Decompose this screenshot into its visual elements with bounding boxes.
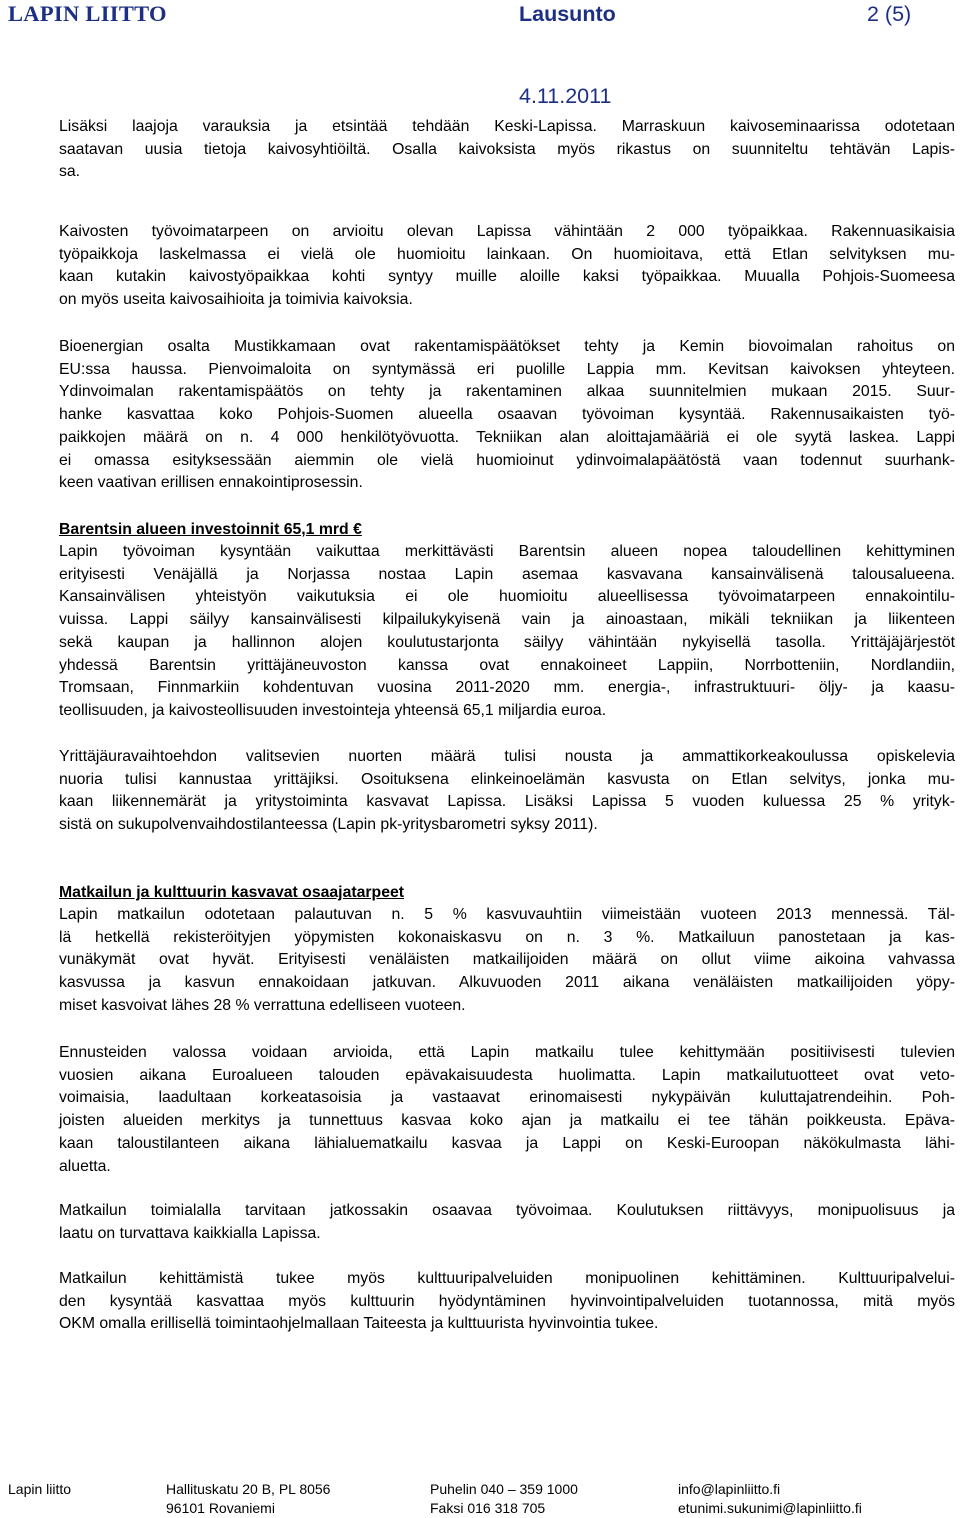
footer-email-general[interactable]: info@lapinliitto.fi bbox=[678, 1481, 781, 1497]
text-line: kaan taloustilanteen aikana lähialuematkailu kasvaa ja Lappi on Keski-Euroopan näkökulmasta lähi- bbox=[59, 1134, 955, 1152]
paragraph-tourism-growth bbox=[59, 904, 955, 1018]
text-line: aluetta. bbox=[59, 1157, 111, 1175]
footer-address-street: Hallituskatu 20 B, PL 8056 bbox=[166, 1481, 331, 1497]
text-line: Kaivosten työvoimatarpeen on arvioitu olevan Lapissa vähintään 2 000 työpaikkaa. Rakennuasikaisia bbox=[59, 223, 955, 240]
footer-address-postal: 96101 Rovaniemi bbox=[166, 1500, 275, 1516]
text-line: Lapin työvoiman kysyntään vaikuttaa merkittävästi Barentsin alueen nopea taloudellinen kehittyminen bbox=[59, 543, 955, 560]
text-line: keen vaativan erillisen ennakointiprosessin. bbox=[59, 474, 363, 492]
text-line: työpaikkoja laskelmassa ei vielä ole huomioitu lainkaan. On huomioitava, että Etlan selvityksen mu- bbox=[59, 245, 955, 263]
footer-organization: Lapin liitto bbox=[8, 1481, 72, 1497]
text-line: Ydinvoimalan rakentamispäätös on tehty ja rakentaminen alkaa suunnitelmien mukaan 2015. Suur- bbox=[59, 383, 955, 401]
section-heading-tourism: Matkailun ja kulttuurin kasvavat osaajatarpeet bbox=[59, 884, 405, 901]
text-line: ei omassa esityksessään aiemmin ole vielä huomioinut ydinvoimalapäätöstä vaan todennut suurhank- bbox=[59, 451, 955, 469]
footer-email-personal[interactable]: etunimi.sukunimi@lapinliitto.fi bbox=[678, 1500, 862, 1516]
text-line: lä hetkellä rekisteröityjen yöpymisten kokonaiskasvu on n. 3 %. Matkailuun panostetaan ja kas- bbox=[59, 928, 955, 946]
text-line: vunäkymät ovat hyvät. Erityisesti venäläisten matkailijoiden määrä on ollut viime aikoina vahvassa bbox=[59, 951, 955, 969]
footer-phone: Puhelin 040 – 359 1000 bbox=[430, 1481, 578, 1497]
page-number: 2 (5) bbox=[867, 2, 912, 26]
text-line: paikkojen määrä on n. 4 000 henkilötyövuotta. Tekniikan alan aloittajamääriä ei ole syytä laskea. Lappi bbox=[59, 428, 955, 446]
organization-name: LAPIN LIITTO bbox=[8, 1, 167, 26]
text-line: laatu on turvattava kaikkialla Lapissa. bbox=[59, 1224, 321, 1242]
paragraph-mining-jobs bbox=[59, 221, 955, 312]
text-line: on myös useita kaivosaihioita ja toimivia kaivoksia. bbox=[59, 291, 413, 309]
paragraph-tourism-forecast bbox=[59, 1042, 955, 1178]
text-line: joisten alueiden merkitys ja tunnettuus kasvaa koko ajan ja matkailu ei tee tähän poikkeusta. Epävа- bbox=[59, 1112, 955, 1130]
text-line: EU:ssa haussa. Pienvoimaloita on syntymässä eri puolille Lappia mm. Kevitsan kaivoksen yhteyteen. bbox=[59, 360, 955, 378]
text-line: OKM omalla erillisellä toimintaohjelmallaan Taiteesta ja kulttuurista hyvinvointia tukee. bbox=[59, 1315, 659, 1333]
text-line: saatavan uusia tietoja kaivosyhtiöiltä. Osalla kaivoksista myös rikastus on suunniteltu tehtävän Lapis- bbox=[59, 140, 955, 158]
text-line: Lisäksi laajoja varauksia ja etsintää tehdään Keski-Lapissa. Marraskuun kaivoseminaarissa odotetaan bbox=[59, 118, 955, 135]
paragraph-culture bbox=[59, 1268, 955, 1336]
text-line: yhdessä Barentsin yrittäjäneuvoston kanssa ovat ennakoineet Lappiin, Norrbotteniin, Nordlandiin, bbox=[59, 656, 955, 674]
text-line: miset kasvoivat lähes 28 % verrattuna edelliseen vuoteen. bbox=[59, 996, 466, 1014]
text-line: kaan kutakin kaivostyöpaikkaa kohti syntyy muille aloille kaksi työpaikkaa. Muualla Pohjois-Suomeesa bbox=[59, 268, 955, 286]
paragraph-barents bbox=[59, 541, 955, 723]
paragraph-bioenergy bbox=[59, 336, 955, 495]
text-line: Yrittäjäuravaihtoehdon valitsevien nuorten määrä tulisi nousta ja ammattikorkeakoulussa opiskelevia bbox=[59, 748, 955, 765]
paragraph-tourism-workforce bbox=[59, 1200, 955, 1245]
footer-fax: Faksi 016 318 705 bbox=[430, 1500, 546, 1516]
document-date: 4.11.2011 bbox=[519, 84, 612, 108]
document-type: Lausunto bbox=[519, 2, 616, 26]
text-line: hanke kasvattaa koko Pohjois-Suomen alueella osaavan työvoiman kysyntää. Rakennusaikaisten työ- bbox=[59, 406, 955, 424]
paragraph-entrepreneurship bbox=[59, 746, 955, 837]
text-line: sekä kaupan ja hallinnon alojen koulutustarjonta säilyy vähintään nykyisellä tasolla. Yrittäjäjärjestöt bbox=[59, 633, 955, 651]
text-line: Matkailun kehittämistä tukee myös kulttuuripalveluiden monipuolinen kehittäminen. Kulttuuripalvelui- bbox=[59, 1270, 955, 1287]
text-line: vuosien aikana Euroalueen talouden epävakaisuudesta huolimatta. Lapin matkailutuotteet ovat veto- bbox=[59, 1066, 955, 1084]
text-line: erityisesti Venäjällä ja Norjassa nostaa Lapin asemaa kasvavana kansainvälisenä talousalueena. bbox=[59, 565, 955, 583]
text-line: den kysyntää kasvattaa myös kulttuurin hyödyntäminen hyvinvointipalveluiden tuotannossa, mitä myös bbox=[59, 1292, 955, 1310]
text-line: kaan liikennemärät ja yritystoiminta kasvavat Lapissa. Lisäksi Lapissa 5 vuoden kuluessa 25 % yrityk- bbox=[59, 793, 955, 811]
paragraph-exploration bbox=[59, 116, 955, 184]
text-line: sistä on sukupolvenvaihdostilanteessa (Lapin pk-yritysbarometri syksy 2011). bbox=[59, 816, 598, 834]
text-line: Ennusteiden valossa voidaan arvioida, että Lapin matkailu tulee kehittymään positiivisesti tulevien bbox=[59, 1044, 955, 1061]
text-line: teollisuuden, ja kaivosteollisuuden investointeja yhteensä 65,1 miljardia euroa. bbox=[59, 701, 607, 719]
text-line: Bioenergian osalta Mustikkamaan ovat rakentamispäätökset tehty ja Kemin biovoimalan rahoitus on bbox=[59, 338, 955, 355]
text-line: nuoria tulisi kannustaa yrittäjiksi. Osoituksena elinkeinoelämän kasvusta on Etlan selvitys, jonka mu- bbox=[59, 770, 955, 788]
text-line: Lapin matkailun odotetaan palautuvan n. 5 % kasvuvauhtiin viimeistään vuoteen 2013 mennessä. Täl- bbox=[59, 906, 955, 923]
text-line: Kansainvälisen yhteistyön vaikutuksia ei ole huomioitu alueellisessa työvoimatarpeen ennakointilu- bbox=[59, 588, 955, 606]
text-line: vuissa. Lappi säilyy kansainvälisesti kilpailukykyisenä vain ja ainoastaan, mikäli tekniikan ja liikenteen bbox=[59, 611, 955, 629]
text-line: Tromsaan, Finnmarkiin kohdentuvan vuosina 2011-2020 mm. energia-, infrastruktuuri- öljy- ja kaasu- bbox=[59, 679, 955, 697]
text-line: kasvussa ja kasvun ennakoidaan jatkuvan. Alkuvuoden 2011 aikana venäläisten matkailijoiden yöpy- bbox=[59, 974, 955, 992]
text-line: sa. bbox=[59, 163, 81, 181]
text-line: Matkailun toimialalla tarvitaan jatkossakin osaavaa työvoimaa. Koulutuksen riittävyys, monipuolisuus ja bbox=[59, 1202, 955, 1219]
text-line: voimaisia, laadultaan korkeatasoisia ja vastaavat erinomaisesti nykypäivän kuluttajatrendeihin. Poh- bbox=[59, 1089, 955, 1107]
section-heading-barents: Barentsin alueen investoinnit 65,1 mrd € bbox=[59, 521, 362, 538]
